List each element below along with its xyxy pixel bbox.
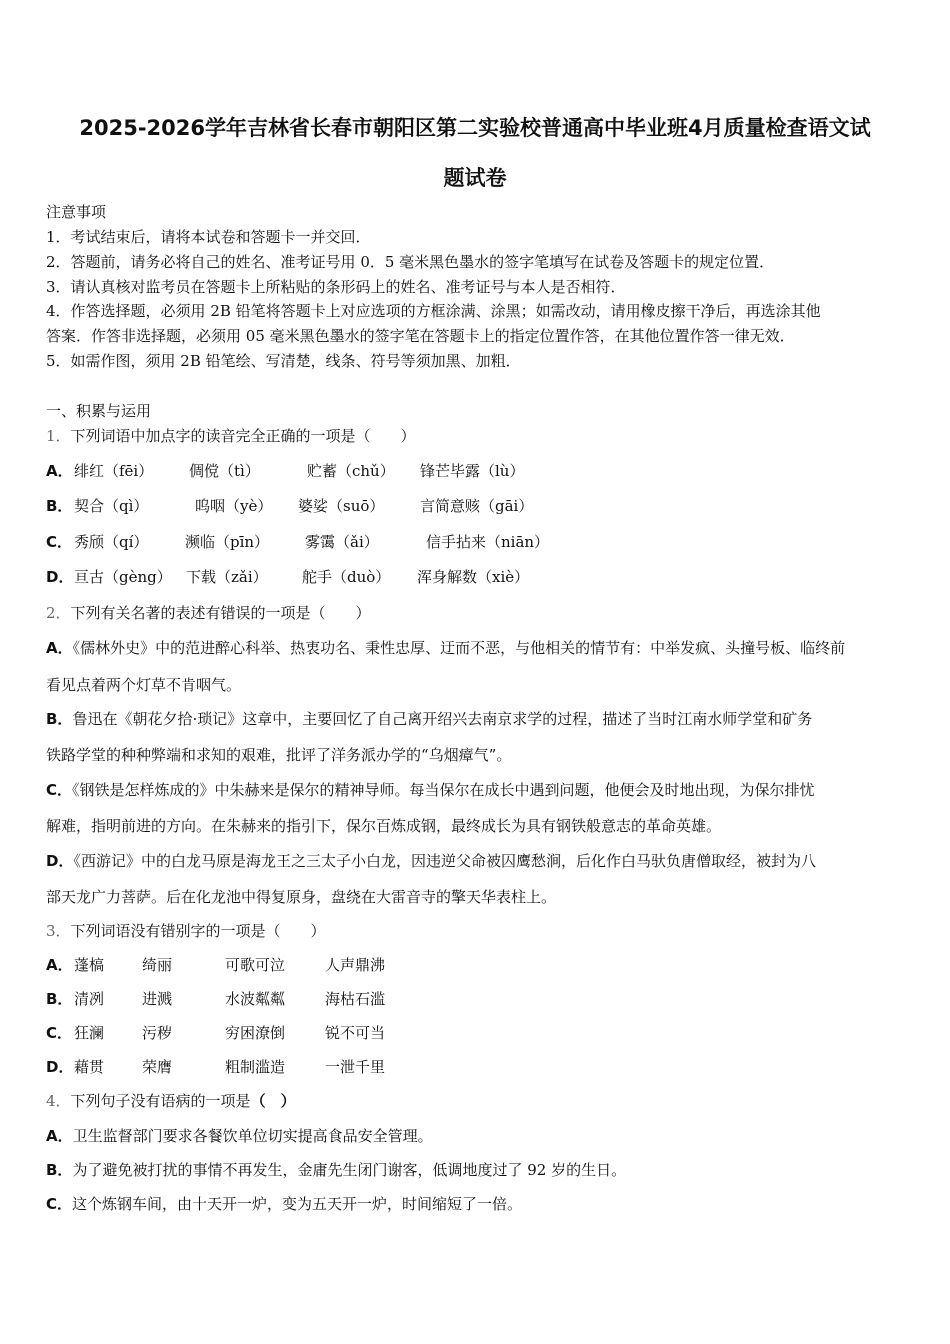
option-word: 粗制滥造 (225, 1058, 286, 1076)
option-word: 舵手（duò） (302, 568, 391, 586)
option-label: A． (46, 956, 73, 974)
question-number: 1． (46, 427, 71, 445)
q2-option-d-line2: 部天龙广力菩萨。后在化龙池中得复原身，盘绕在大雷音寺的擎天华表柱上。 (46, 888, 557, 906)
notice-item: 3．请认真核对监考员在答题卡上所粘贴的条形码上的姓名、准考证号与本人是否相符． (46, 278, 626, 296)
q2-option-a-line1 (46, 638, 916, 658)
q4-option-c (46, 1194, 916, 1214)
question-3-stem (46, 921, 916, 941)
question-text: 下列词语中加点字的读音完全正确的一项是（ ） (70, 427, 416, 445)
option-text: 卫生监督部门要求各餐饮单位切实提高食品安全管理。 (72, 1127, 433, 1145)
q2-option-c-line1 (46, 780, 916, 800)
option-word: 人声鼎沸 (325, 956, 386, 974)
option-word: 绮丽 (142, 956, 173, 974)
option-label: A． (46, 639, 73, 657)
option-word: 一泄千里 (325, 1058, 386, 1076)
notice-item: 答案．作答非选择题，必须用 05 毫米黑色墨水的签字笔在答题卡上的指定位置作答，在其他位置作答一律无效． (46, 327, 795, 345)
option-text: 这个炼钢车间，由十天开一炉，变为五天开一炉，时间缩短了一倍。 (72, 1195, 523, 1213)
option-label: A． (46, 462, 73, 480)
option-word: 穷困潦倒 (225, 1024, 286, 1042)
option-text: 《西游记》中的白龙马原是海龙王之三太子小白龙，因违逆父命被囚鹰愁涧，后化作白马驮负唐僧取经，被封为八 (73, 852, 816, 870)
option-word: 锋芒毕露（lù） (420, 462, 525, 480)
option-word: 呜咽（yè） (195, 497, 273, 515)
option-word: 雾霭（ǎi） (305, 533, 379, 551)
q4-option-a (46, 1126, 916, 1146)
option-label: D． (46, 1058, 74, 1076)
option-word: 婆娑（suō） (298, 497, 385, 515)
option-word: 藉贯 (74, 1058, 105, 1076)
option-text: 为了避免被打扰的事情不再发生，金庸先生闭门谢客，低调地度过了 92 岁的生日。 (72, 1161, 627, 1179)
option-label: A． (46, 1127, 73, 1145)
option-word: 水波粼粼 (225, 990, 286, 1008)
option-label: B． (46, 1161, 73, 1179)
option-word: 可歌可泣 (225, 956, 286, 974)
option-label: B． (46, 710, 73, 728)
option-word: 荣膺 (142, 1058, 173, 1076)
question-2-stem (46, 603, 916, 623)
q2-option-d-line1 (46, 851, 916, 871)
option-word: 进溅 (142, 990, 173, 1008)
q2-option-b-line2: 铁路学堂的种种弊端和求知的艰难，批评了洋务派办学的“乌烟瘴气”。 (46, 746, 512, 764)
option-label: C． (46, 1024, 73, 1042)
notice-heading: 注意事项 (46, 203, 107, 221)
option-text: 鲁迅在《朝花夕拾·琐记》这章中，主要回忆了自己离开绍兴去南京求学的过程，描述了当时江南水师学堂和矿务 (72, 710, 813, 728)
option-label: B． (46, 497, 73, 515)
question-4-stem (46, 1091, 916, 1111)
option-word: 蓬槁 (74, 956, 105, 974)
option-word: 绯红（fēi） (74, 462, 154, 480)
option-word: 污秽 (142, 1024, 173, 1042)
question-text: 下列词语没有错别字的一项是（ ） (70, 922, 326, 940)
question-text: 下列有关名著的表述有错误的一项是（ ） (70, 604, 371, 622)
answer-paren: （ ） (250, 1092, 296, 1110)
option-word: 狂澜 (74, 1024, 105, 1042)
option-word: 信手拈来（niān） (426, 533, 550, 551)
notice-item: 2．答题前，请务必将自己的姓名、准考证号用 0．5 毫米黑色墨水的签字笔填写在试卷及答题卡的规定位置． (46, 253, 775, 271)
option-word: 下载（zǎi） (186, 568, 268, 586)
option-word: 秀颀（qí） (74, 533, 149, 551)
notice-item: 4．作答选择题，必须用 2B 铅笔将答题卡上对应选项的方框涂满、涂黑；如需改动，请用橡皮擦干净后，再选涂其他 (46, 302, 821, 320)
option-word: 清冽 (74, 990, 105, 1008)
q2-option-a-line2: 看见点着两个灯草不肯咽气。 (46, 676, 242, 694)
question-number: 2． (46, 604, 71, 622)
exam-title-line2: 题试卷 (443, 166, 507, 190)
option-label: C． (46, 1195, 73, 1213)
option-label: D． (46, 568, 74, 586)
option-word: 言简意赅（gāi） (420, 497, 534, 515)
option-word: 锐不可当 (325, 1024, 386, 1042)
question-number: 4． (46, 1092, 71, 1110)
option-word: 浑身解数（xiè） (417, 568, 530, 586)
notice-item: 5．如需作图，须用 2B 铅笔绘、写清楚，线条、符号等须加黑、加粗． (46, 352, 521, 370)
section-heading: 一、积累与运用 (46, 402, 152, 420)
option-word: 海枯石滥 (325, 990, 386, 1008)
option-word: 亘古（gèng） (74, 568, 172, 586)
question-1-stem (46, 426, 916, 446)
option-label: D． (46, 852, 74, 870)
option-word: 贮蓄（chǔ） (307, 462, 395, 480)
exam-title-line1: 2025-2026学年吉林省长春市朝阳区第二实验校普通高中毕业班4月质量检查语文试 (79, 116, 871, 140)
question-number: 3． (46, 922, 71, 940)
option-label: C． (46, 533, 73, 551)
q2-option-b-line1 (46, 709, 916, 729)
option-text: 《儒林外史》中的范进醉心科举、热衷功名、秉性忠厚、迂而不恶，与他相关的情节有：中举发疯、头撞号板、临终前 (72, 639, 846, 657)
notice-item: 1．考试结束后，请将本试卷和答题卡一并交回． (46, 228, 371, 246)
option-text: 《钢铁是怎样炼成的》中朱赫来是保尔的精神导师。每当保尔在成长中遇到问题，他便会及时地出现，为保尔排忧 (72, 781, 815, 799)
q2-option-c-line2: 解难，指明前进的方向。在朱赫来的指引下，保尔百炼成钢，最终成长为具有钢铁般意志的革命英雄。 (46, 817, 722, 835)
question-text: 下列句子没有语病的一项是 (70, 1092, 251, 1110)
option-label: B． (46, 990, 73, 1008)
option-label: C． (46, 781, 73, 799)
option-word: 倜傥（tì） (189, 462, 260, 480)
option-word: 濒临（pīn） (185, 533, 270, 551)
q4-option-b (46, 1160, 916, 1180)
option-word: 契合（qì） (74, 497, 149, 515)
